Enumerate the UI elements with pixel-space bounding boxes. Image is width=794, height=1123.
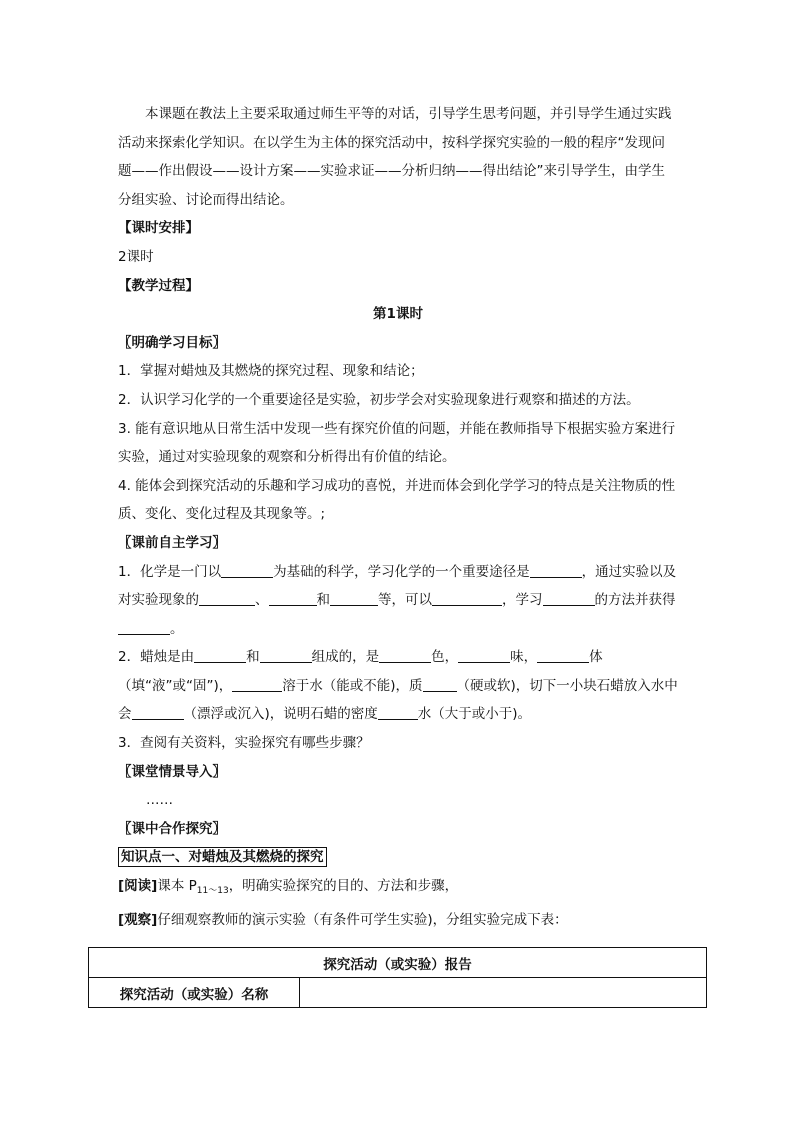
fill-blank[interactable]	[194, 648, 246, 663]
schedule-heading: 【课时安排】	[118, 220, 199, 237]
fill-blank[interactable]	[458, 648, 510, 663]
fill-blank[interactable]	[330, 591, 378, 606]
goal-item: 1．掌握对蜡烛及其燃烧的探究过程、现象和结论；	[118, 363, 424, 380]
fill-blank[interactable]	[221, 563, 273, 578]
report-table	[88, 947, 707, 1008]
goals-heading: 〖明确学习目标〗	[118, 334, 226, 351]
observe-line: [观察]仔细观察教师的演示实验（有条件可学生实验)，分组实验完成下表：	[118, 911, 568, 928]
fill-blank[interactable]	[118, 620, 170, 635]
fill-blank[interactable]	[269, 591, 317, 606]
schedule-text: 2课时	[118, 248, 154, 265]
goal-item: 4. 能体会到探究活动的乐趣和学习成功的喜悦，并进而体会到化学学习的特点是关注物质的性质、变化、变化过程及其现象等。;	[118, 477, 676, 523]
goal-item: 2．认识学习化学的一个重要途径是实验，初步学会对实验现象进行观察和描述的方法。	[118, 391, 640, 408]
process-heading: 【教学过程】	[118, 277, 199, 294]
knowledge-point-line	[118, 843, 678, 872]
lesson-title: 第1课时	[373, 306, 423, 323]
intro-paragraph: 本课题在教法上主要采取通过师生平等的对话，引导学生思考问题，并引导学生通过实践活动来探索化学知识。在以学生为主体的探究活动中，按科学探究实验的一般的程序“发现问题——作出假设——设计方案——实验求证——分析归纳——得出结论”来引导学生，由学生分组实验、讨论而得出结论。	[118, 106, 672, 208]
document-body	[118, 100, 678, 934]
fill-blank[interactable]	[199, 591, 255, 606]
coop-heading: 〖课中合作探究〗	[118, 820, 226, 837]
fill-blank[interactable]	[378, 705, 418, 720]
knowledge-point-1: 知识点一、对蜡烛及其燃烧的探究	[118, 847, 327, 867]
ellipsis-text: ……	[146, 792, 173, 809]
report-row-value[interactable]	[300, 978, 707, 1008]
fill-blank[interactable]	[423, 677, 457, 692]
scene-heading: 〖课堂情景导入〗	[118, 763, 226, 780]
fill-blank[interactable]	[232, 677, 282, 692]
report-row-label: 探究活动（或实验）名称	[89, 978, 300, 1008]
preview-heading: 〖课前自主学习〗	[118, 534, 226, 551]
question-2: 2．蜡烛是由 和 组成的，是 色， 味， 体（填“液”或“固”)， 溶于水（能或不能)，质 （硬或软)，切下一小块石蜡放入水中会 （漂浮或沉入)，说明石蜡的密度 水（大于或小于)。	[118, 649, 678, 723]
fill-blank[interactable]	[132, 705, 184, 720]
goal-item: 3. 能有意识地从日常生活中发现一些有探究价值的问题，并能在教师指导下根据实验方案进行实验，通过对实验现象的观察和分析得出有价值的结论。	[118, 420, 676, 466]
fill-blank[interactable]	[537, 648, 589, 663]
fill-blank[interactable]	[543, 591, 595, 606]
question-3: 3．查阅有关资料，实验探究有哪些步骤？	[118, 735, 370, 752]
fill-blank[interactable]	[432, 591, 502, 606]
read-line: [阅读]课本 $P_{11\sim 13}$，明确实验探究的目的、方法和步骤，	[118, 878, 459, 897]
fill-blank[interactable]	[530, 563, 582, 578]
question-1: 1．化学是一门以 为基础的科学，学习化学的一个重要途径是 ，通过实验以及对实验现象的 、 和 等，可以 ，学习 的方法并获得。	[118, 563, 677, 637]
fill-blank[interactable]	[379, 648, 431, 663]
fill-blank[interactable]	[260, 648, 312, 663]
report-table-title: 探究活动（或实验）报告	[89, 948, 707, 978]
